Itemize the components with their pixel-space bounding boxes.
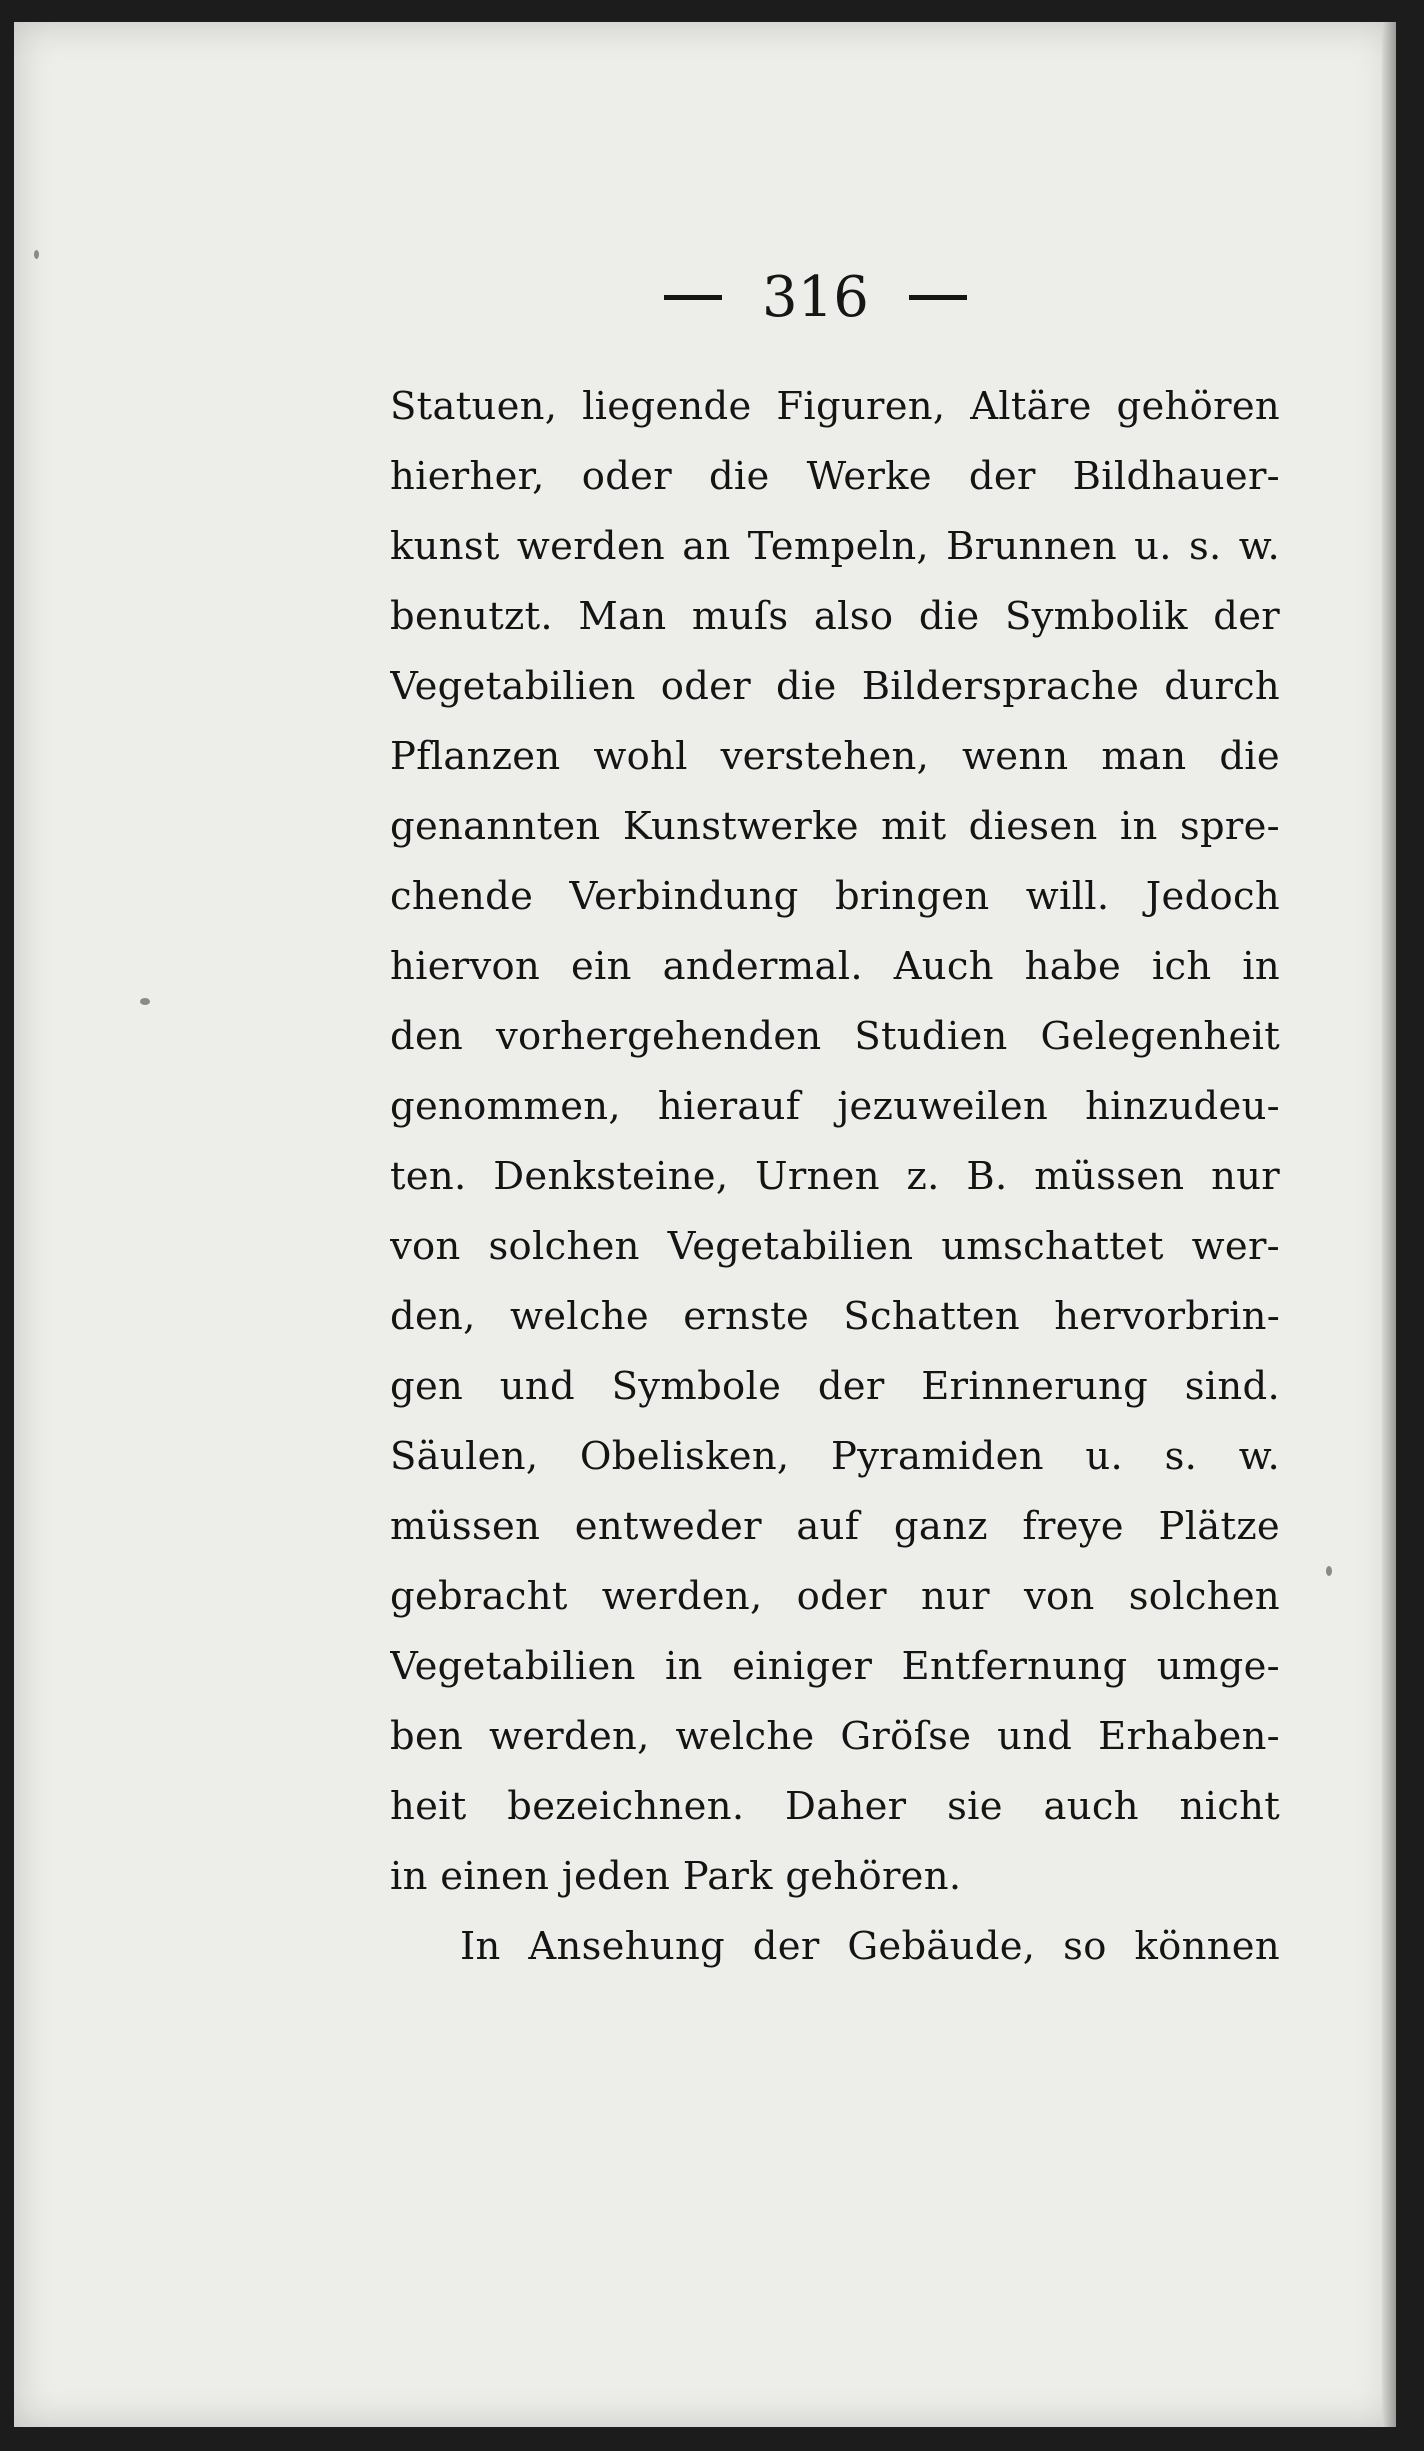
text-line: gen und Symbole der Erinnerung sind. <box>390 1364 1280 1409</box>
text-line: genommen, hierauf jezuweilen hinzudeu- <box>390 1084 1280 1129</box>
text-line: von solchen Vegetabilien umschattet wer- <box>390 1224 1280 1269</box>
header-dash-left <box>664 295 722 300</box>
header-dash-right <box>909 295 967 300</box>
text-line: ben werden, welche Gröſse und Erhaben- <box>390 1714 1280 1759</box>
body-text <box>390 372 1280 1982</box>
page-number-header <box>664 262 1024 332</box>
text-line: den vorhergehenden Studien Gelegenheit <box>390 1014 1280 1059</box>
book-page <box>14 22 1396 2427</box>
text-line: Säulen, Obelisken, Pyramiden u. s. w. <box>390 1434 1280 1479</box>
text-line: müssen entweder auf ganz freye Plätze <box>390 1504 1280 1549</box>
text-line: genannten Kunstwerke mit diesen in spre- <box>390 804 1280 849</box>
text-line: Statuen, liegende Figuren, Altäre gehören <box>390 384 1280 429</box>
page-edge <box>1382 22 1396 2427</box>
page-number: 316 <box>762 264 869 330</box>
text-line-paragraph-start: In Ansehung der Gebäude, so können <box>460 1924 1280 1969</box>
text-line: den, welche ernste Schatten hervorbrin- <box>390 1294 1280 1339</box>
paper-speck <box>140 998 150 1005</box>
text-line: hiervon ein andermal. Auch habe ich in <box>390 944 1280 989</box>
paper-speck <box>34 250 39 259</box>
text-line: Vegetabilien oder die Bildersprache durch <box>390 664 1280 709</box>
paper-speck <box>1326 1566 1332 1576</box>
text-line: heit bezeichnen. Daher sie auch nicht <box>390 1784 1280 1829</box>
text-line: chende Verbindung bringen will. Jedoch <box>390 874 1280 919</box>
text-line: hierher, oder die Werke der Bildhauer- <box>390 454 1280 499</box>
text-line: kunst werden an Tempeln, Brunnen u. s. w. <box>390 524 1280 569</box>
text-line: benutzt. Man muſs also die Symbolik der <box>390 594 1280 639</box>
text-line: Pflanzen wohl verstehen, wenn man die <box>390 734 1280 779</box>
text-line: ten. Denksteine, Urnen z. B. müssen nur <box>390 1154 1280 1199</box>
text-line: in einen jeden Park gehören. <box>390 1854 962 1899</box>
text-line: Vegetabilien in einiger Entfernung umge- <box>390 1644 1280 1689</box>
text-line: gebracht werden, oder nur von solchen <box>390 1574 1280 1619</box>
